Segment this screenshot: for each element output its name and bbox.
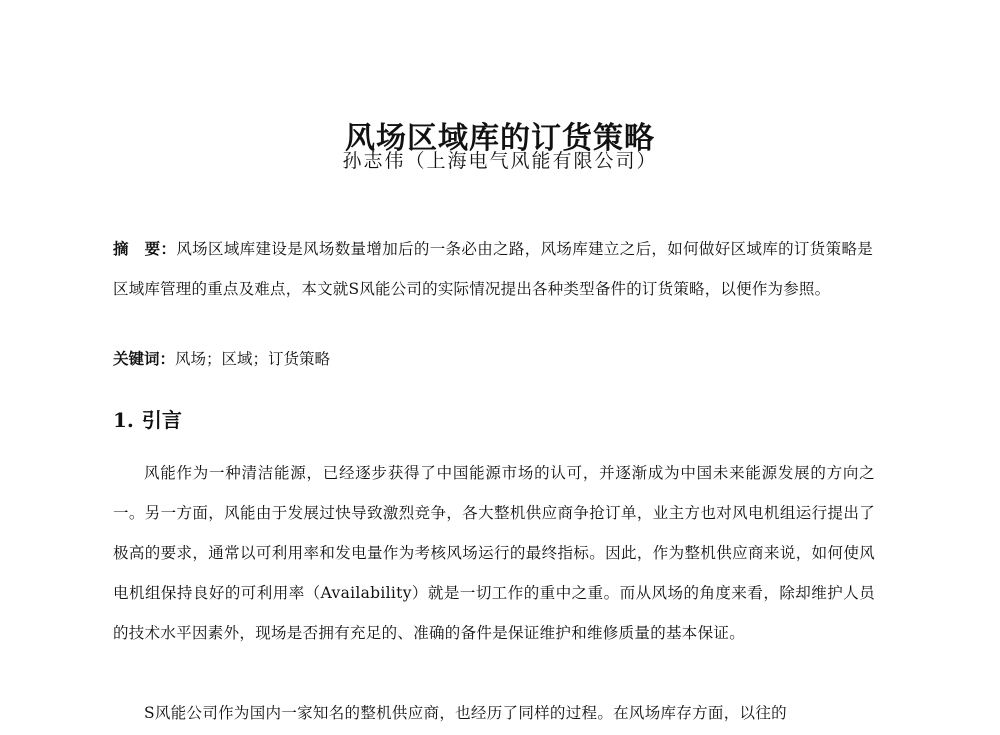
- paper-title: 风场区域库的订货策略: [345, 121, 655, 157]
- body-paragraph-2: S风能公司作为国内一家知名的整机供应商，也经历了同样的过程。在风场库存方面，以往的: [144, 704, 787, 722]
- keywords-text: 风场；区域；订货策略: [175, 350, 331, 368]
- abstract-text: 风场区域库建设是风场数量增加后的一条必由之路，风场库建立之后，如何做好区域库的订货策略是区域库管理的重点及难点，本文就S风能公司的实际情况提出各种类型备件的订货策略，以便作为参照。: [113, 240, 873, 298]
- section-number: 1.: [113, 408, 134, 432]
- keywords-label: 关键词：: [113, 350, 176, 368]
- section-title: 引言: [141, 408, 182, 432]
- keywords: [113, 344, 873, 374]
- abstract: [113, 229, 873, 309]
- section-heading-introduction: [113, 404, 182, 436]
- abstract-label: 摘 要：: [113, 240, 177, 258]
- author-line: 孙志伟（上海电气风能有限公司）: [342, 150, 658, 172]
- body-paragraph-1: 风能作为一种清洁能源，已经逐步获得了中国能源市场的认可，并逐渐成为中国未来能源发展的方向之一。另一方面，风能由于发展过快导致激烈竞争，各大整机供应商争抢订单，业主方也对风电机组运行提出了极高的要求，通常以可利用率和发电量作为考核风场运行的最终指标。因此，作为整机供应商来说，如何使风电机组保持良好的可利用率（Availability）就是一切工作的重中之重。而从风场的角度来看，除却维护人员的技术水平因素外，现场是否拥有充足的、准确的备件是保证维护和维修质量的基本保证。: [113, 464, 875, 642]
